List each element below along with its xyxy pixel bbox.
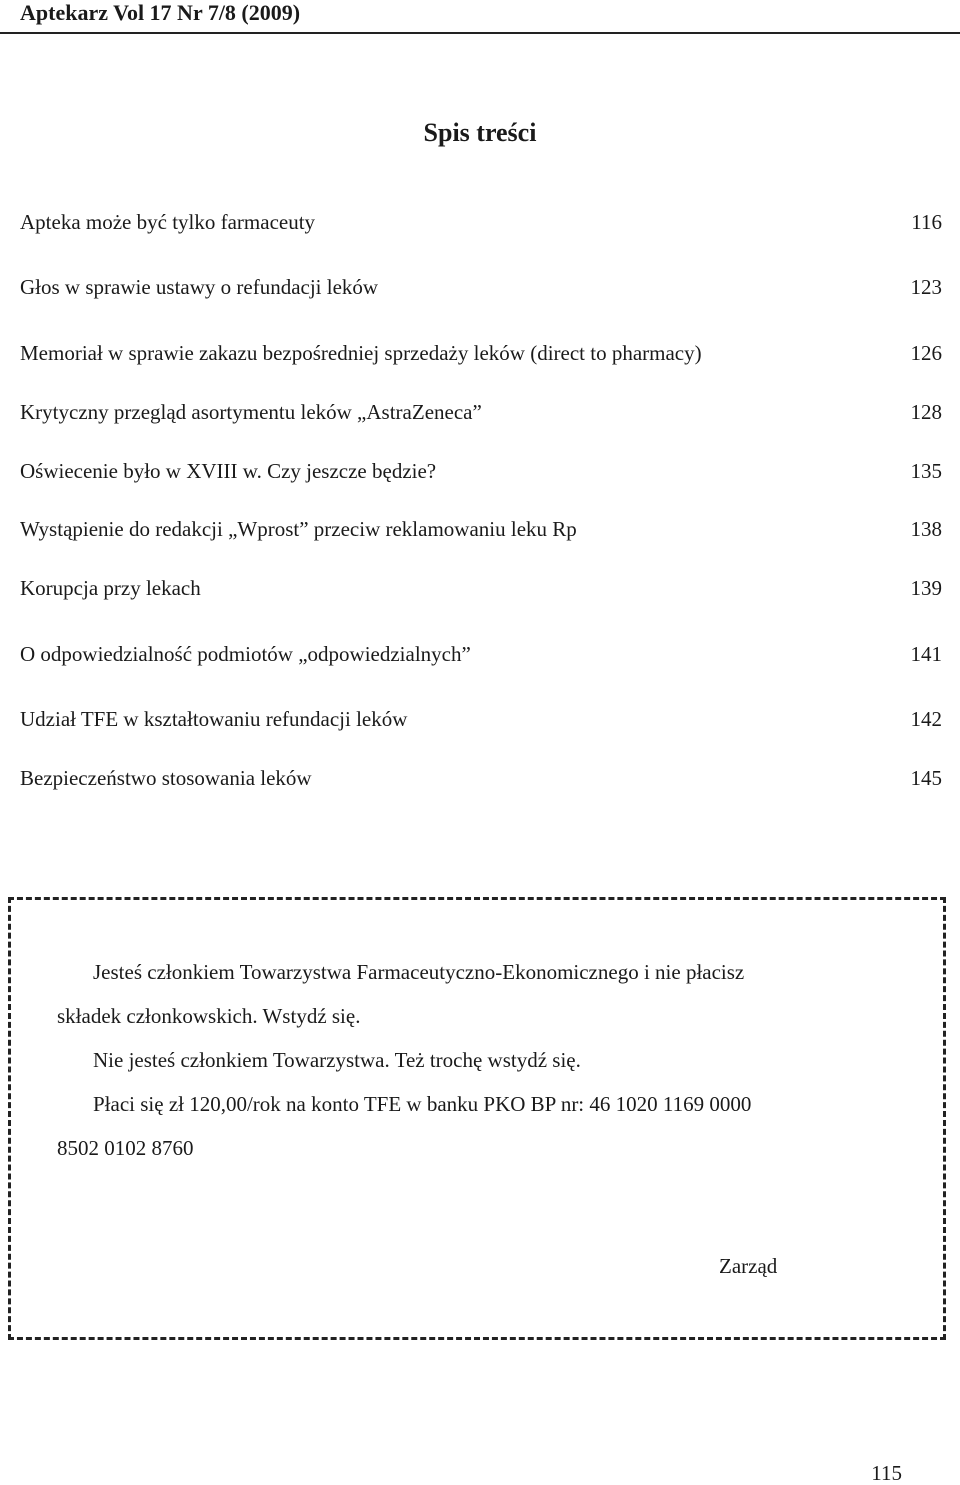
toc-entry-page: 116 bbox=[911, 210, 942, 234]
toc-entry-title: Głos w sprawie ustawy o refundacji leków bbox=[20, 275, 379, 299]
notice-line: Jesteś członkiem Towarzystwa Farmaceutyczno-Ekonomicznego i nie płacisz bbox=[93, 960, 745, 984]
toc-entry-page: 128 bbox=[910, 400, 942, 424]
toc-entry-page: 138 bbox=[910, 517, 942, 541]
toc-entry-title: Korupcja przy lekach bbox=[20, 576, 201, 600]
toc-entry-title: Apteka może być tylko farmaceuty bbox=[20, 210, 316, 234]
toc-entry-page: 145 bbox=[910, 766, 942, 790]
notice-line: składek członkowskich. Wstydź się. bbox=[57, 1004, 361, 1028]
page-number: 115 bbox=[871, 1461, 902, 1485]
toc-entry-title: O odpowiedzialność podmiotów „odpowiedzialnych” bbox=[20, 642, 471, 666]
toc-entry-page: 141 bbox=[910, 642, 942, 666]
toc-entry-title: Wystąpienie do redakcji „Wprost” przeciw reklamowaniu leku Rp bbox=[20, 517, 577, 541]
toc-entry-page: 126 bbox=[910, 341, 942, 365]
notice-signature: Zarząd bbox=[719, 1254, 778, 1278]
membership-notice-box bbox=[8, 897, 946, 1340]
toc-entry-page: 139 bbox=[910, 576, 942, 600]
toc-entry-page: 123 bbox=[910, 275, 942, 299]
toc-entry-title: Memoriał w sprawie zakazu bezpośredniej sprzedaży leków (direct to pharmacy) bbox=[20, 341, 702, 365]
toc-entry-page: 142 bbox=[910, 707, 942, 731]
toc-entry-title: Bezpieczeństwo stosowania leków bbox=[20, 766, 312, 790]
notice-line: Płaci się zł 120,00/rok na konto TFE w banku PKO BP nr: 46 1020 1169 0000 bbox=[93, 1092, 752, 1116]
toc-entry-title: Udział TFE w kształtowaniu refundacji leków bbox=[20, 707, 408, 731]
toc-entry-title: Oświecenie było w XVIII w. Czy jeszcze będzie? bbox=[20, 459, 437, 483]
journal-title: Aptekarz Vol 17 Nr 7/8 (2009) bbox=[20, 0, 301, 25]
toc-entry-page: 135 bbox=[910, 459, 942, 483]
toc-title: Spis treści bbox=[423, 118, 537, 147]
toc-entry-title: Krytyczny przegląd asortymentu leków „AstraZeneca” bbox=[20, 400, 482, 424]
notice-line: 8502 0102 8760 bbox=[57, 1136, 194, 1160]
running-header bbox=[0, 0, 960, 34]
notice-line: Nie jesteś członkiem Towarzystwa. Też trochę wstydź się. bbox=[93, 1048, 581, 1072]
